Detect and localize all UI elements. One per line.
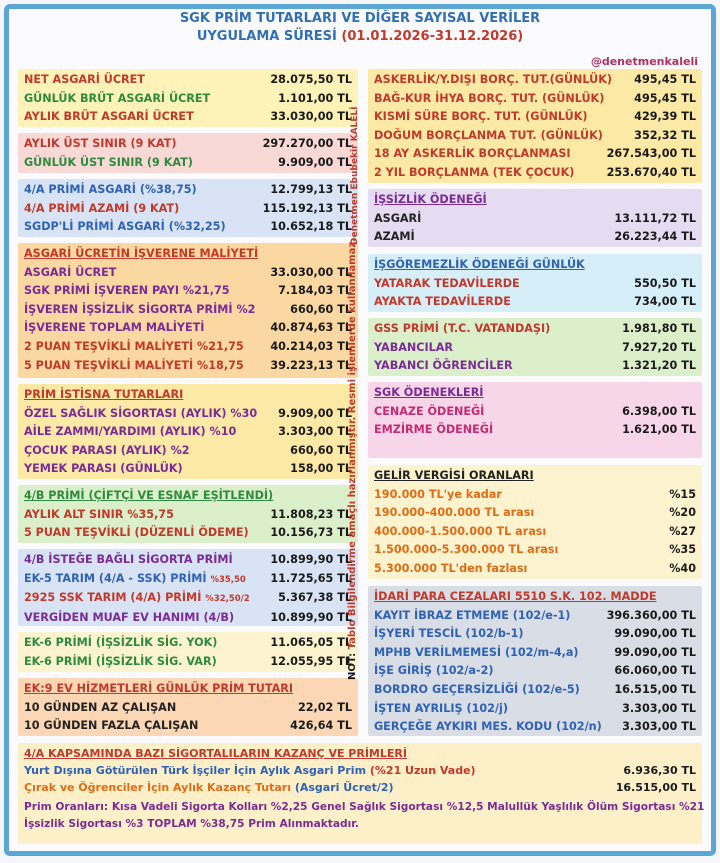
row: 5 PUAN TEŞVİKLİ MALİYETİ %18,75 39.223,13 TL [24,358,352,372]
box-4a-premium [18,179,358,237]
row: EK-5 TARIM (4/A - SSK) PRİMİ %35,50 11.725,65 TL [24,571,352,585]
section-title: SGK ÖDENEKLERİ [374,386,484,399]
row: AZAMİ 26.223,44 TL [374,230,696,244]
box-debt-amounts [368,69,702,183]
row: MPHB VERİLMEMESİ (102/m-4,a) 99.090,00 TL [374,645,696,659]
box-household-services [18,678,358,736]
row: GSS PRİMİ (T.C. VATANDAŞI) 1.981,80 TL [374,322,696,335]
section-title: PRİM İSTİSNA TUTARLARI [24,388,184,401]
row: AİLE ZAMMI/YARDIMI (AYLIK) %10 3.303,00 TL [24,425,352,439]
row: ÖZEL SAĞLIK SİGORTASI (AYLIK) %30 9.909,00 TL [24,406,352,420]
row: 10 GÜNDEN AZ ÇALIŞAN 22,02 TL [24,700,352,714]
row: 190.000-400.000 TL arası %20 [374,506,696,520]
section-title: 4/B PRİMİ (ÇİFTÇİ VE ESNAF EŞİTLENDİ) [24,489,274,502]
row: 2 YIL BORÇLANMA (TEK ÇOCUK) 253.670,40 TL [374,165,696,179]
row: 4/A PRİMİ AZAMİ (9 KAT) 115.192,13 TL [24,201,352,215]
box-income-tax-rates [368,465,702,579]
row: CENAZE ÖDENEĞİ 6.398,00 TL [374,404,696,418]
period-line: UYGULAMA SÜRESİ (01.01.2026-31.12.2026) [196,29,524,44]
row: 2 PUAN TEŞVİKLİ MALİYETİ %21,75 40.214,03 TL [24,339,352,353]
section-title: İŞSİZLİK ÖDENEĞİ [374,193,487,206]
box-premium-exemptions [18,384,358,479]
box-administrative-fines [368,586,702,736]
box-unemployment-benefit [368,189,702,247]
box-gss-premium [368,318,702,376]
row: BAĞ-KUR İHYA BORÇ. TUT. (GÜNLÜK) 495,45 TL [374,91,696,105]
box-upper-limit [18,133,358,173]
row: EMZİRME ÖDENEĞİ 1.621,00 TL [374,423,696,437]
box-4a-earnings [18,743,705,844]
author-handle: @denetmenkaleli [590,55,698,68]
row: İŞYERİ TESCİL (102/b-1) 99.090,00 TL [374,627,696,641]
row: GÜNLÜK ÜST SINIR (9 KAT) 9.909,00 TL [24,155,352,169]
row: 1.500.000-5.300.000 TL arası %35 [374,543,696,557]
box-ek6-premium [18,632,358,672]
row: SGDP'Lİ PRİMİ ASGARİ (%32,25) 10.652,18 TL [24,220,352,234]
row: ÇOCUK PARASI (AYLIK) %2 660,60 TL [24,443,352,457]
row: Çırak ve Öğrenciler İçin Aylık Kazanç Tutarı (Asgari Ücret/2) 16.515,00 TL [24,781,696,794]
section-title: EK:9 EV HİZMETLERİ GÜNLÜK PRİM TUTARI [24,682,294,695]
section-title: GELİR VERGİSİ ORANLARI [374,469,534,482]
row: AYLIK BRÜT ASGARİ ÜCRET 33.030,00 TL [24,110,352,124]
vertical-author: Denetmen Ebubekir KALELİ [350,106,360,245]
page-header [12,10,708,46]
row: 2925 SSK TARIM (4/A) PRİMİ %32,50/2 5.367,38 TL [24,591,352,605]
page-title: SGK PRİM TUTARLARI VE DİĞER SAYISAL VERİLER [179,11,541,26]
row: Yurt Dışına Götürülen Türk İşçiler İçin Aylık Asgari Prim (%21 Uzun Vade) 6.936,30 TL [24,764,696,777]
row: EK-6 PRİMİ (İŞSİZLİK SİG. VAR) 12.055,95 TL [24,654,352,668]
row: 400.000-1.500.000 TL arası %27 [374,524,696,538]
row: AYLIK ÜST SINIR (9 KAT) 297.270,00 TL [24,137,352,150]
section-title: İDARİ PARA CEZALARI 5510 S.K. 102. MADDE [374,590,657,603]
row: KISMİ SÜRE BORÇ. TUT. (GÜNLÜK) 429,39 TL [374,110,696,124]
row: 5.300.000 TL'den fazlası %40 [374,561,696,575]
row: YEMEK PARASI (GÜNLÜK) 158,00 TL [24,462,352,476]
row: EK-6 PRİMİ (İŞSİZLİK SİG. YOK) 11.065,05 TL [24,636,352,649]
box-voluntary-insurance [18,549,358,626]
row: GERÇEĞE AYKIRI MES. KODU (102/n) 3.303,00 TL [374,720,696,734]
row: ASKERLİK/Y.DIŞI BORÇ. TUT.(GÜNLÜK) 495,45 TL [374,73,696,86]
row: 10 GÜNDEN FAZLA ÇALIŞAN 426,64 TL [24,719,352,733]
box-sgk-allowances [368,382,702,458]
premium-rates-line-1: Prim Oranları: Kısa Vadeli Sigorta Kolları %2,25 Genel Sağlık Sigortası %12,5 Malullük Yaşlılık Ölüm Sigortası %21 [24,801,705,813]
row: YABANCILAR 7.927,20 TL [374,340,696,354]
box-incapacity-benefit [368,254,702,312]
row: 5 PUAN TEŞVİKLİ (DÜZENLİ ÖDEME) 10.156,73 TL [24,526,352,540]
row: VERGİDEN MUAF EV HANIMI (4/B) 10.899,90 TL [24,610,352,624]
section-title: İŞGÖREMEZLİK ÖDENEĞİ GÜNLÜK [374,258,585,271]
row: İŞTEN AYRILIŞ (102/j) 3.303,00 TL [374,701,696,715]
row: 18 AY ASKERLİK BORÇLANMASI 267.543,00 TL [374,147,696,161]
box-4b-premium [18,485,358,543]
premium-rates-line-2: İşsizlik Sigortası %3 TOPLAM %38,75 Prim Alınmaktadır. [24,818,359,830]
row: BORDRO GEÇERSİZLİĞİ (102/e-5) 16.515,00 TL [374,682,696,696]
row: NET ASGARİ ÜCRET 28.075,50 TL [24,73,352,86]
section-title: 4/A KAPSAMINDA BAZI SİGORTALILARIN KAZANÇ VE PRİMLERİ [24,747,407,760]
vertical-note: NOT: Tablo Bilgilendirme amaçlı hazırlanmıştır. Resmi işlemlerde kullanılamaz. [347,238,358,680]
row: ASGARİ ÜCRET 33.030,00 TL [24,265,352,279]
box-employer-cost [18,243,358,378]
row: YABANCI ÖĞRENCİLER 1.321,20 TL [374,359,696,373]
row: AYAKTA TEDAVİLERDE 734,00 TL [374,295,696,309]
row: AYLIK ALT SINIR %35,75 11.808,23 TL [24,507,352,521]
row: İŞE GİRİŞ (102/a-2) 66.060,00 TL [374,664,696,678]
row: 190.000 TL'ye kadar %15 [374,487,696,501]
row: SGK PRİMİ İŞVEREN PAYI %21,75 7.184,03 TL [24,284,352,298]
row: YATARAK TEDAVİLERDE 550,50 TL [374,276,696,290]
row: KAYIT İBRAZ ETMEME (102/e-1) 396.360,00 TL [374,608,696,622]
row: DOĞUM BORÇLANMA TUT. (GÜNLÜK) 352,32 TL [374,128,696,142]
row: GÜNLÜK BRÜT ASGARİ ÜCRET 1.101,00 TL [24,91,352,105]
row: İŞVEREN İŞSİZLİK SİGORTA PRİMİ %2 660,60 TL [24,302,352,316]
box-minimum-wage [18,69,358,127]
row: 4/B İSTEĞE BAĞLI SİGORTA PRİMİ 10.899,90 TL [24,553,352,566]
row: ASGARİ 13.111,72 TL [374,211,696,225]
row: 4/A PRİMİ ASGARİ (%38,75) 12.799,13 TL [24,183,352,196]
row: İŞVERENE TOPLAM MALİYETİ 40.874,63 TL [24,321,352,335]
section-title: ASGARİ ÜCRETİN İŞVERENE MALİYETİ [24,247,259,260]
